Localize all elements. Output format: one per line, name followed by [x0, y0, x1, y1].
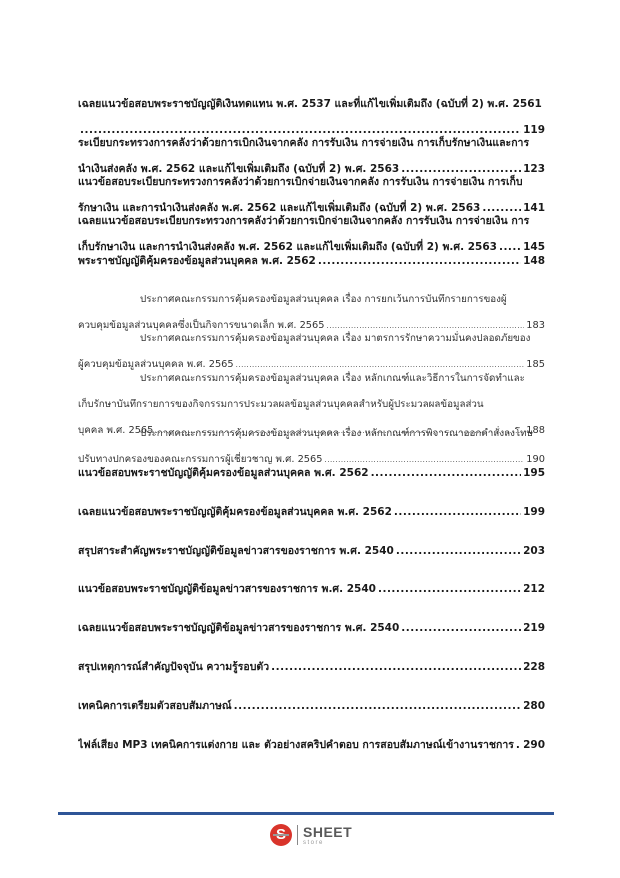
toc-entry-line: [78, 615, 545, 641]
sheet-store-logo-icon: [270, 824, 292, 846]
toc-entry-line: [78, 392, 545, 418]
dot-leader: [234, 693, 521, 719]
toc-entry-line: [78, 208, 545, 234]
toc-page-number: 219: [523, 622, 545, 635]
toc-entry: [78, 732, 545, 758]
toc-entry-title: เฉลยแนวข้อสอบพระราชบัญญัติคุ้มครองข้อมูลส่วนบุคคล พ.ศ. 2562: [78, 505, 392, 518]
toc-entry: [78, 576, 545, 602]
toc-entry: [78, 654, 545, 680]
toc-entry-line: [78, 538, 545, 564]
toc-page-number: 190: [526, 453, 545, 465]
dot-leader: [394, 499, 521, 525]
toc-page-number: 290: [523, 738, 545, 751]
toc-entry-line: [78, 130, 545, 156]
toc-entry-line: [78, 169, 545, 195]
toc-entry-title: เทคนิคการเตรียมตัวสอบสัมภาษณ์: [78, 699, 232, 712]
toc-entry-line: [78, 654, 545, 680]
toc-entry-title: ประกาศคณะกรรมการคุ้มครองข้อมูลส่วนบุคคล เรื่อง หลักเกณฑ์และวิธีการในการจัดทำและ: [140, 372, 525, 384]
toc-entry: [78, 460, 545, 486]
dot-leader: [516, 732, 521, 758]
toc-entry-title: ผู้ควบคุมข้อมูลส่วนบุคคล พ.ศ. 2565: [78, 359, 234, 371]
toc-entry-title: นำเงินส่งคลัง พ.ศ. 2562 และแก้ไขเพิ่มเติมถึง (ฉบับที่ 2) พ.ศ. 2563: [78, 162, 400, 175]
footer-rule: [58, 812, 554, 815]
toc-page-number: 148: [523, 254, 545, 267]
dot-leader: [396, 538, 521, 564]
toc-entry-title: เก็บรักษาเงิน และการนำเงินส่งคลัง พ.ศ. 2562 และแก้ไขเพิ่มเติมถึง (ฉบับที่ 2) พ.ศ. 2563: [78, 241, 497, 254]
toc-entry-title: เฉลยแนวข้อสอบระเบียบกระทรวงการคลังว่าด้วยการเบิกจ่ายเงินจากคลัง การรับเงิน การจ่ายเงิน การ: [78, 215, 530, 228]
toc-entry-title: พระราชบัญญัติคุ้มครองข้อมูลส่วนบุคคล พ.ศ. 2562: [78, 254, 316, 267]
logo-text: [303, 825, 352, 846]
toc-entry-line: [78, 421, 545, 447]
toc-page-number: 119: [523, 123, 545, 136]
toc-entry-title: ปรับทางปกครองของคณะกรรมการผู้เชี่ยวชาญ พ.ศ. 2565: [78, 453, 323, 465]
toc-entry-title: ควบคุมข้อมูลส่วนบุคคลซึ่งเป็นกิจการขนาดเล็ก พ.ศ. 2565: [78, 319, 325, 331]
dot-leader: [271, 654, 521, 680]
toc-entry-line: [78, 732, 545, 758]
dot-leader: [318, 248, 521, 274]
toc-entry: [78, 248, 545, 274]
toc-page-number: 212: [523, 583, 545, 596]
toc-entry-title: ประกาศคณะกรรมการคุ้มครองข้อมูลส่วนบุคคล เรื่อง มาตรการรักษาความมั่นคงปลอดภัยของ: [140, 333, 531, 345]
sheet-store-logo: [270, 824, 352, 846]
toc-page-number: 183: [526, 319, 545, 331]
toc-entry: [78, 615, 545, 641]
toc-page-number: 141: [523, 201, 545, 214]
dot-leader: [401, 615, 521, 641]
toc-entry-title: ระเบียบกระทรวงการคลังว่าด้วยการเบิกเงินจากคลัง การรับเงิน การจ่ายเงิน การเก็บรักษาเงินและการ: [78, 136, 530, 149]
toc-entry-title: แนวข้อสอบพระราชบัญญัติคุ้มครองข้อมูลส่วนบุคคล พ.ศ. 2562: [78, 467, 369, 480]
toc-entry-title: เฉลยแนวข้อสอบพระราชบัญญัติเงินทดแทน พ.ศ. 2537 และที่แก้ไขเพิ่มเติมถึง (ฉบับที่ 2) พ.ศ. 2561: [78, 97, 542, 110]
toc-page-number: 145: [523, 241, 545, 254]
dot-leader: [378, 576, 521, 602]
toc-entry-line: [78, 693, 545, 719]
toc-entry-line: [78, 366, 545, 392]
toc-entry-line: [78, 576, 545, 602]
toc-page-number: 195: [523, 467, 545, 480]
toc-entry-title: ประกาศคณะกรรมการคุ้มครองข้อมูลส่วนบุคคล เรื่อง การยกเว้นการบันทึกรายการของผู้: [140, 293, 507, 305]
toc-entry-title: แนวข้อสอบพระราชบัญญัติข้อมูลข่าวสารของราชการ พ.ศ. 2540: [78, 583, 376, 596]
toc-entry-line: [78, 326, 545, 352]
toc-page-number: 280: [523, 699, 545, 712]
toc-entry-title: บุคคล พ.ศ. 2565: [78, 424, 154, 436]
toc-entry-title: แนวข้อสอบระเบียบกระทรวงการคลังว่าด้วยการเบิกจ่ายเงินจากคลัง การรับเงิน การจ่ายเงิน การเก็บ: [78, 175, 523, 188]
toc-entry: [78, 499, 545, 525]
logo-subword: store: [303, 839, 324, 846]
toc-page-number: 188: [526, 424, 545, 436]
toc-entry: [78, 538, 545, 564]
toc-entry-line: [78, 499, 545, 525]
toc-entry-title: สรุปเหตุการณ์สำคัญปัจจุบัน ความรู้รอบตัว: [78, 660, 270, 673]
toc-page-number: 185: [526, 359, 545, 371]
toc-entry-title: ไฟล์เสียง MP3 เทคนิคการแต่งกาย และ ตัวอย่างสคริปคำตอบ การสอบสัมภาษณ์เข้างานราชการ: [78, 738, 514, 751]
toc-entry: [78, 693, 545, 719]
toc-entry-title: เก็บรักษาบันทึกรายการของกิจกรรมการประมวลผลข้อมูลส่วนบุคคลสำหรับผู้ประมวลผลข้อมูลส่วน: [78, 398, 484, 410]
toc-entry-line: [78, 287, 545, 313]
toc-entry-title: ประกาศคณะกรรมการคุ้มครองข้อมูลส่วนบุคคล เรื่อง หลักเกณฑ์การพิจารณาออกคำสั่งลงโทษ: [140, 427, 534, 439]
toc-page-number: 123: [523, 162, 545, 175]
dot-leader: [371, 460, 522, 486]
toc-page-number: 199: [523, 505, 545, 518]
toc-page-number: 228: [523, 660, 545, 673]
toc-entry-line: [78, 91, 545, 117]
logo-separator: [297, 825, 298, 845]
toc-page-number: 203: [523, 544, 545, 557]
logo-word: SHEET: [303, 823, 353, 840]
toc-entry-title: สรุปสาระสำคัญพระราชบัญญัติข้อมูลข่าวสารของราชการ พ.ศ. 2540: [78, 544, 394, 557]
toc-entry-title: รักษาเงิน และการนำเงินส่งคลัง พ.ศ. 2562 และแก้ไขเพิ่มเติมถึง (ฉบับที่ 2) พ.ศ. 2563: [78, 201, 481, 214]
toc-entry-line: [78, 248, 545, 274]
toc-entry-title: เฉลยแนวข้อสอบพระราชบัญญัติข้อมูลข่าวสารของราชการ พ.ศ. 2540: [78, 622, 400, 635]
toc-entry-line: [78, 460, 545, 486]
